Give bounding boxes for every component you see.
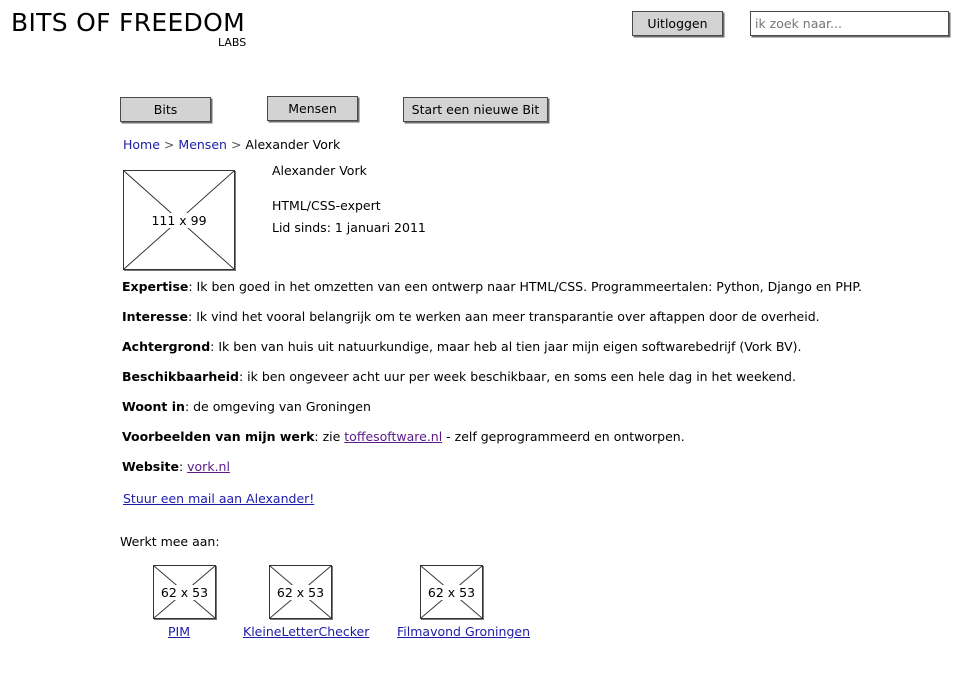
search-input[interactable]: [750, 11, 949, 36]
work-examples-line: [122, 429, 685, 444]
project-thumbnail[interactable]: [420, 565, 483, 619]
profile-photo-placeholder: [123, 170, 235, 270]
profile-member-since: Lid sinds: 1 januari 2011: [272, 220, 426, 235]
work-examples-suffix: - zelf geprogrammeerd en ontworpen.: [442, 429, 685, 444]
expertise-text: : Ik ben goed in het omzetten van een ontwerp naar HTML/CSS. Programmeertalen: Python, Django en PHP.: [188, 279, 862, 294]
profile-role: HTML/CSS-expert: [272, 198, 381, 213]
background-line: [122, 339, 801, 354]
website-prefix: :: [178, 459, 188, 474]
background-text: : Ik ben van huis uit natuurkundige, maar heb al tien jaar mijn eigen softwarebedrijf (Vork BV).: [210, 339, 802, 354]
project-link-kleinelletterchecker[interactable]: KleineLetterChecker: [243, 624, 370, 639]
work-examples-link[interactable]: toffesoftware.nl: [344, 429, 443, 444]
projects-heading: Werkt mee aan:: [120, 534, 220, 549]
interest-text: : Ik vind het vooral belangrijk om te werken aan meer transparantie over aftappen door de overheid.: [188, 309, 820, 324]
work-examples-label: Voorbeelden van mijn werk: [122, 429, 315, 444]
breadcrumb-separator: >: [230, 137, 242, 152]
project-thumbnail-size: 62 x 53: [427, 584, 476, 600]
website-link[interactable]: vork.nl: [187, 459, 230, 474]
interest-label: Interesse: [122, 309, 189, 324]
logo-title[interactable]: BITS OF FREEDOM: [11, 8, 245, 37]
breadcrumb-home-link[interactable]: Home: [123, 137, 160, 152]
work-examples-prefix: : zie: [314, 429, 345, 444]
logout-button[interactable]: Uitloggen: [632, 11, 723, 36]
lives-in-text: : de omgeving van Groningen: [184, 399, 371, 414]
breadcrumb-people-link[interactable]: Mensen: [178, 137, 227, 152]
availability-label: Beschikbaarheid: [122, 369, 239, 384]
lives-in-line: [122, 399, 371, 414]
expertise-label: Expertise: [122, 279, 189, 294]
logo-subtitle: LABS: [218, 36, 247, 49]
lives-in-label: Woont in: [122, 399, 185, 414]
project-thumbnail-size: 62 x 53: [276, 584, 325, 600]
project-thumbnail-size: 62 x 53: [160, 584, 209, 600]
nav-people-button[interactable]: Mensen: [267, 96, 358, 121]
profile-photo-size: 111 x 99: [151, 212, 207, 228]
project-link-pim[interactable]: PIM: [168, 624, 191, 639]
project-thumbnail[interactable]: [153, 565, 216, 619]
send-mail-link[interactable]: Stuur een mail aan Alexander!: [123, 491, 315, 506]
availability-text: : ik ben ongeveer acht uur per week beschikbaar, en soms een hele dag in het weekend.: [238, 369, 796, 384]
project-thumbnail[interactable]: [269, 565, 332, 619]
new-bit-button[interactable]: Start een nieuwe Bit: [403, 97, 548, 122]
breadcrumb: [123, 137, 340, 152]
expertise-line: [122, 279, 862, 294]
interest-line: [122, 309, 820, 324]
nav-bits-button[interactable]: Bits: [120, 97, 211, 122]
availability-line: [122, 369, 796, 384]
website-label: Website: [122, 459, 179, 474]
background-label: Achtergrond: [122, 339, 211, 354]
breadcrumb-separator: >: [163, 137, 175, 152]
breadcrumb-current: Alexander Vork: [245, 137, 341, 152]
mail-line: [123, 491, 314, 506]
profile-name: Alexander Vork: [272, 163, 367, 178]
website-line: [122, 459, 230, 474]
project-link-filmavond-groningen[interactable]: Filmavond Groningen: [397, 624, 531, 639]
